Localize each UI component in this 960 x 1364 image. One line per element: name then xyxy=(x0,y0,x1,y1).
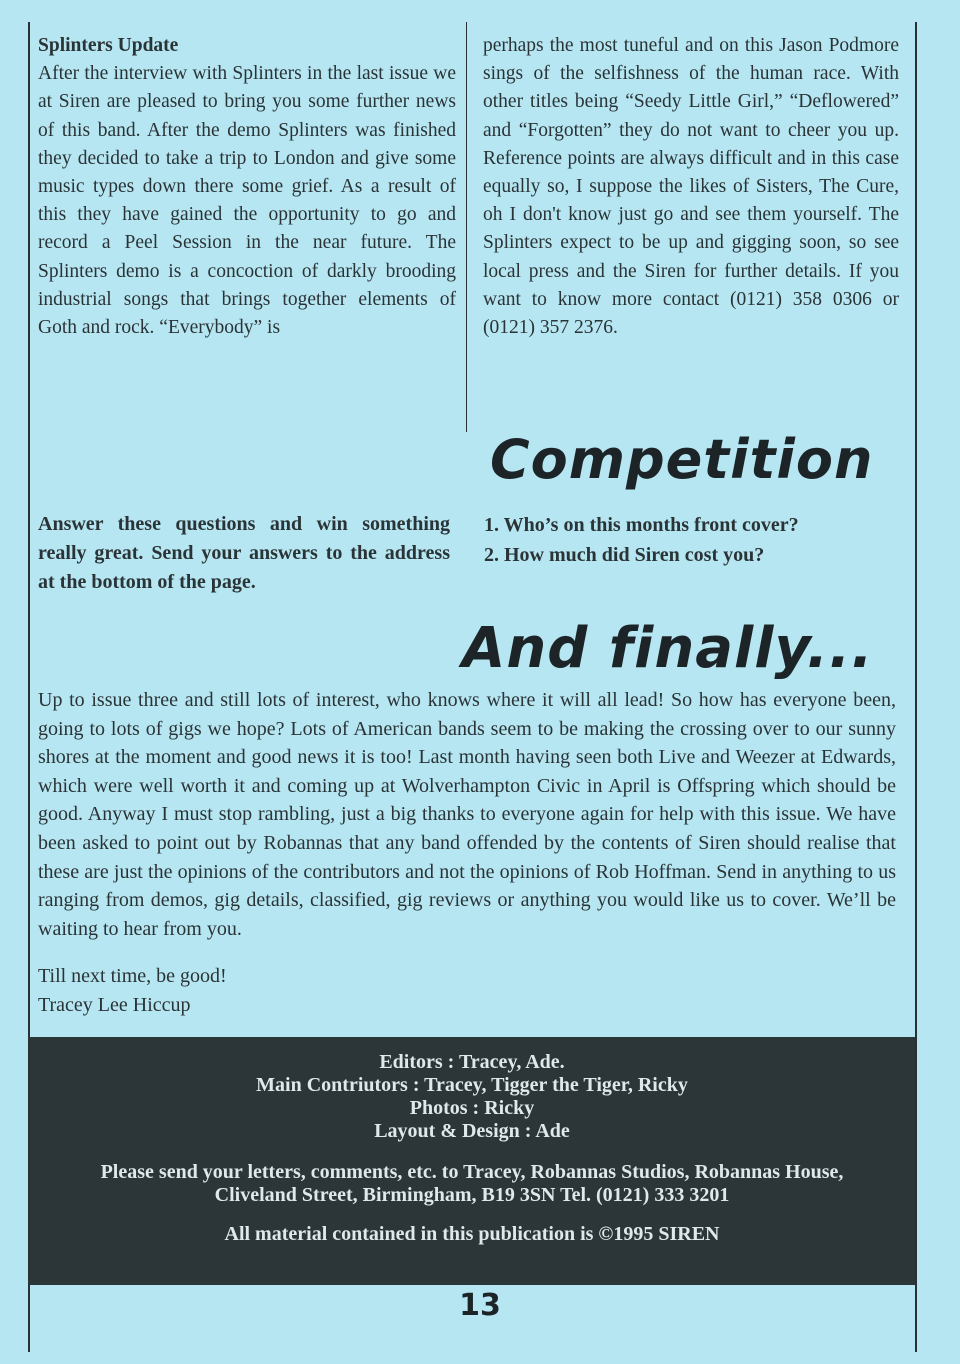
signoff xyxy=(38,962,227,1019)
right-border-rule xyxy=(915,22,917,1352)
column-divider xyxy=(466,22,467,432)
competition-question: 2. How much did Siren cost you? xyxy=(484,544,765,566)
splinters-column-left xyxy=(38,32,456,342)
competition-intro: Answer these questions and win something really great. Send your answers to the address at the bottom of the page. xyxy=(38,513,450,593)
credits-contributors: Main Contriutors : Tracey, Tigger the Tiger, Ricky xyxy=(256,1074,688,1096)
credits-copyright: All material contained in this publication is ©1995 SIREN xyxy=(224,1223,720,1245)
page-number: 13 xyxy=(459,1288,501,1323)
and-finally-heading: And finally... xyxy=(462,616,874,681)
splinters-heading: Splinters Update xyxy=(38,35,179,56)
competition-question: 1. Who’s on this months front cover? xyxy=(484,514,799,536)
and-finally-body xyxy=(38,686,896,943)
credits-box xyxy=(29,1037,915,1285)
credits-photos: Photos : Ricky xyxy=(409,1097,535,1119)
and-finally-paragraph: Up to issue three and still lots of interest, who knows where it will all lead! So how has everyone been, going to lots of gigs we hope? Lots of American bands seem to be making the crossing over to our sunny shores at the moment and good news it is too! Last month having seen both Live and Weezer at Edwards, which were well worth it and coming up at Wolverhampton Civic in April is Offspring which should be good. Anyway I must stop rambling, just a big thanks to everyone again for help with this issue. We have been asked to point out by Robannas that any band offended by the contents of Siren should realise that these are just the opinions of the contributors and not the opinions of Rob Hoffman. Send in anything to us ranging from demos, gig details, classified, gig reviews or anything you would like us to cover. We’ll be waiting to hear from you. xyxy=(38,689,896,940)
signoff-line: Till next time, be good! xyxy=(38,965,227,987)
credits-address: Please send your letters, comments, etc. to Tracey, Robannas Studios, Robannas House, Cliveland Street, Birmingham, B19 3SN Tel. (0121) 333 3201 xyxy=(100,1161,844,1206)
splinters-left-text: After the interview with Splinters in the last issue we at Siren are pleased to bring you some further news of this band. After the demo Splinters was finished they decided to take a trip to London and give some music types down there some grief. As a result of this they have gained the opportunity to go and record a Peel Session in the near future. The Splinters demo is a concoction of darkly brooding industrial songs that brings together elements of Goth and rock. “Everybody” is xyxy=(38,63,456,339)
credits-staff xyxy=(29,1051,915,1143)
splinters-column-right xyxy=(483,32,899,342)
signoff-author: Tracey Lee Hiccup xyxy=(38,993,191,1016)
credits-layout: Layout & Design : Ade xyxy=(374,1120,570,1142)
competition-heading: Competition xyxy=(490,428,874,491)
splinters-right-text: perhaps the most tuneful and on this Jason Podmore sings of the selfishness of the human race. With other titles being “Seedy Little Girl,” “Deflowered” and “Forgotten” they do not want to cheer you up. Reference points are always difficult and in this case equally so, I suppose the likes of Sisters, The Cure, oh I don't know just go and see them yourself. The Splinters expect to be up and gigging soon, so see local press and the Siren for further details. If you want to know more contact (0121) 358 0306 or (0121) 357 2376. xyxy=(483,35,899,339)
competition-questions xyxy=(484,510,904,570)
credits-editors: Editors : Tracey, Ade. xyxy=(379,1051,565,1073)
